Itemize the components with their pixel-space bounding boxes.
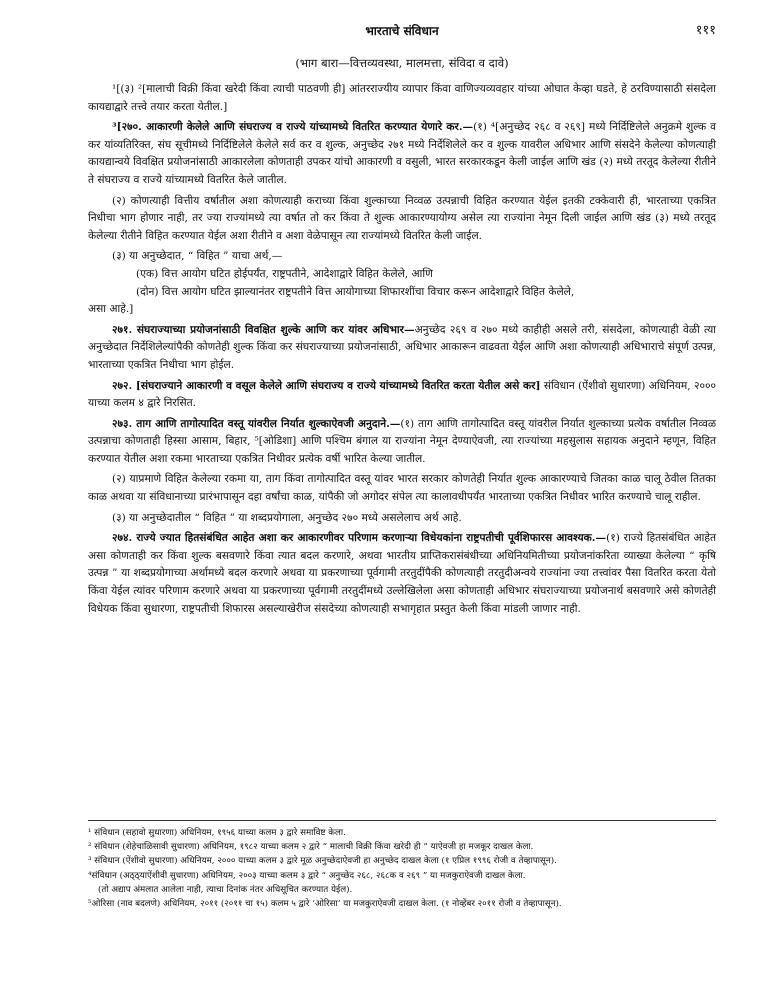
article-273-clause-3: (३) या अनुच्छेदातील “ विहित ” या शब्दप्रयोगाला, अनुच्छेद २७० मध्ये असलेलाच अर्थ आहे.: [112, 511, 462, 524]
article-274-heading: २७४. राज्ये ज्यात हितसंबंधित आहेत अशा कर आकारणीवर परिणाम करणाऱ्या विधेयकांना राष्ट्रपतीची पूर्वशिफारस आवश्यक.—: [112, 532, 607, 545]
article-273: [88, 416, 716, 469]
article-271: [88, 322, 716, 375]
article-270-heading: ³[२७०. आकारणी केलेले आणि संघराज्य व राज्ये यांच्यामध्ये वितरित करण्यात येणारे कर.—: [112, 121, 474, 134]
footnotes: [88, 826, 716, 911]
article-270-clause-3-end: असा आहे.]: [88, 303, 134, 316]
article-273-clause-2: (२) याप्रमाणे विहित केलेल्या रकमा या, ताग किंवा तागोत्पादित वस्तू यांवर भारत सरकार कोणतेही निर्यात शुल्क आकारण्याचे जितका काळ चालू ठेवील तितका काळ अथवा या संविधानाच्या प्रारंभापासून दहा वर्षांचा काळ, यांपैकी जो अगोदर संपेल त्या कालावधीपर्यंत भारताच्या एकत्रित निधीवर भारित करण्याचे चालू राहील.: [88, 473, 716, 504]
footnote-3: ³ संविधान (ऐंशीवो सुधारणा) अधिनियम, २००० याच्या कलम ३ द्वारे मूळ अनुच्छेदाऐवजी हा अनुच्छेद दाखल केला (१ एप्रिल १९९६ रोजी व तेव्हापासून).: [88, 856, 557, 867]
article-270-clause-3: (३) या अनुच्छेदात, “ विहित ” याचा अर्थ,—: [112, 250, 283, 263]
part-subheader: (भाग बारा—वित्तव्यवस्था, मालमत्ता, संविदा व दावे): [295, 56, 509, 70]
paragraph-269-3: ¹[(३) ²[मालाची विक्री किंवा खरेदी किंवा त्याची पाठवणी ही] आंतरराज्यीय व्यापार किंवा वाणिज्यव्यवहार यांच्या ओघात केव्हा घडते, हे ठरविण्यासाठी संसदेला कायद्याद्वारे तत्त्वे तयार करता येतील.]: [88, 83, 716, 113]
article-271-heading: २७१. संघराज्याच्या प्रयोजनांसाठी विवक्षित शुल्के आणि कर यांवर अधिभार—: [112, 323, 415, 336]
article-270-clause-2: (२) कोणत्याही वित्तीय वर्षातील अशा कोणत्याही कराच्या किंवा शुल्काच्या निव्वळ उत्पन्नाची विहित करण्यात येईल इतकी टक्केवारी ही, भारताच्या एकत्रित निधीचा भाग होणार नाही, तर ज्या राज्यांमध्ये त्या वर्षात तो कर किंवा ते शुल्क आकारण्यायोग्य असेल त्या राज्यांना नेमून दिली जाईल आणि खंड (३) मध्ये तरतूद केलेल्या रीतीने विहित करण्यात येईल अशा रीतीने व अशा वेळेपासून त्या राज्यांमध्ये वितरित केली जाईल.: [88, 194, 716, 242]
page-number: १११: [695, 23, 716, 38]
footnote-2: ² संविधान (शेहेचाळिसावी सुधारणा) अधिनियम, १९८२ याच्या कलम २ द्वारे “ मालाची विक्री किंवा खरेदी ही ” याऐवजी हा मजकूर दाखल केला.: [88, 842, 534, 853]
footnote-4-note: (तो अद्याप अंमलात आलेला नाही, त्याचा दिनांक नंतर अधिसूचित करण्यात येईल).: [98, 884, 353, 895]
article-274: [88, 530, 716, 618]
footnote-4: ⁴संविधान (अठ्ठ्याऐंशीवी सुधारणा) अधिनियम, २००३ याच्या कलम ३ द्वारे “ अनुच्छेद २६८, २६८क व २६९ ” या मजकुराऐवजी दाखल केला.: [88, 870, 526, 881]
article-271-text: अनुच्छेद २६९ व २७० मध्ये काहीही असले तरी, संसदेला, कोणत्याही वेळी त्या अनुच्छेदात निर्देशिलेल्यांपैकी कोणतेही शुल्क किंवा कर संघराज्याच्या प्रयोजनांसाठी, अधिभार आकारून वाढवता येईल आणि अशा कोणत्याही अधिभाराचे संपूर्ण उत्पन्न, भारताच्या एकत्रित निधीचा भाग होईल.: [88, 323, 716, 371]
footnote-divider: [88, 820, 716, 821]
article-270-clause-3-i: (एक) वित्त आयोग घटित होईपर्यंत, राष्ट्रपतीने, आदेशाद्वारे विहित केलेले, आणि: [136, 267, 433, 280]
article-270: [88, 119, 716, 189]
footnote-5: ⁵ओरिसा (नाव बदलणे) अधिनियम, २०११ (२०११ चा १५) कलम ५ द्वारे ‘ओरिसा’ या मजकुराऐवजी दाखल केला. (१ नोव्हेंबर २०११ रोजी व तेव्हापासून).: [88, 899, 562, 910]
article-273-clause-1: (१) ताग आणि तागोत्पादित वस्तू यांवरील निर्यात शुल्काच्या प्रत्येक वर्षातील निव्वळ उत्पन्नाचा कोणताही हिस्सा आसाम, बिहार, ⁵[ओडिशा] आणि पश्चिम बंगाल या राज्यांना नेमून देण्याऐवजी, त्या राज्यांच्या महसुलास सहायक अनुदाने म्हणून, विहित करण्यात येतील अशा रकमा भारताच्या एकत्रित निधीवर प्रत्येक वर्षी भारित केल्या जातील.: [88, 417, 717, 465]
article-272-heading: २७२. [संघराज्याने आकारणी व वसूल केलेले आणि संघराज्य व राज्ये यांच्यामध्ये वितरित करता येतील असे कर]: [112, 379, 541, 392]
article-272: [88, 378, 716, 413]
article-270-clause-3-ii: (दोन) वित्त आयोग घटित झाल्यानंतर राष्ट्रपतीने वित्त आयोगाच्या शिफारशींचा विचार करून आदेशाद्वारे विहित केलेले,: [136, 285, 575, 298]
article-273-heading: २७३. ताग आणि तागोत्पादित वस्तू यांवरील निर्यात शुल्काऐवजी अनुदाने.—: [112, 417, 401, 430]
article-274-clause-1: (१) राज्ये हितसंबंधित आहेत असा कोणताही कर किंवा शुल्क बसवणारे किंवा त्यात बदल करणारे, अथवा भारतीय प्राप्तिकरासंबंधीच्या अधिनियमितीच्या प्रयोजनांकरिता व्याख्या केलेल्या “ कृषि उत्पन्न ” या शब्दप्रयोगाच्या अर्थामध्ये बदल करणारे अथवा या प्रकरणाच्या पूर्वगामी तरतुदींपैकी कोणत्याही तरतुदीअन्वये राज्यांना ज्या तत्त्वांवर पैसा वितरित करता येतो किंवा येईल त्यांवर परिणाम करणारे अथवा या प्रकरणाच्या पूर्वगामी तरतुदींमध्ये उल्लेखिलेला असा कोणताही अधिभार संघराज्याच्या प्रयोजनार्थ बसवणारे असे कोणतेही विधेयक किंवा सुधारणा, राष्ट्रपतीची शिफारस असल्याखेरीज संसदेच्या कोणत्याही सभागृहात प्रस्तुत केली किंवा मांडली जाणार नाही.: [88, 532, 716, 615]
document-page: [88, 18, 716, 618]
page-header: [88, 18, 716, 42]
article-270-clause-1: (१) ⁴[अनुच्छेद २६८ व २६९] मध्ये निर्दिष्टिलेले अनुक्रमे शुल्क व कर यांव्यतिरिक्त, संघ सूचीमध्ये निर्दिष्टिलेले केलेले सर्व कर व शुल्क, अनुच्छेद २७१ मध्ये निर्देशिलेले कर व शुल्क यावरील अधिभार आणि संसदेने केलेल्या कोणत्याही कायद्यान्वये विवक्षित प्रयोजनांसाठी आकारलेला कोणताही उपकर यांचो आकारणी व वसुली, भारत सरकारकडून केली जाईल आणि खंड (२) मध्ये तरतूद केलेल्या रीतीने ते संघराज्य व राज्ये यांच्यामध्ये वितरित केले जातील.: [88, 121, 716, 186]
article-272-text: संविधान (ऐंशीवो सुधारणा) अधिनियम, २००० याच्या कलम ४ द्वारे निरसित.: [88, 379, 716, 410]
footnote-1: ¹ संविधान (सहावो सुधारणा) अधिनियम, १९५६ याच्या कलम ३ द्वारे समाविष्ट केला.: [88, 828, 346, 838]
page-title: भारताचे संविधान: [365, 24, 439, 38]
